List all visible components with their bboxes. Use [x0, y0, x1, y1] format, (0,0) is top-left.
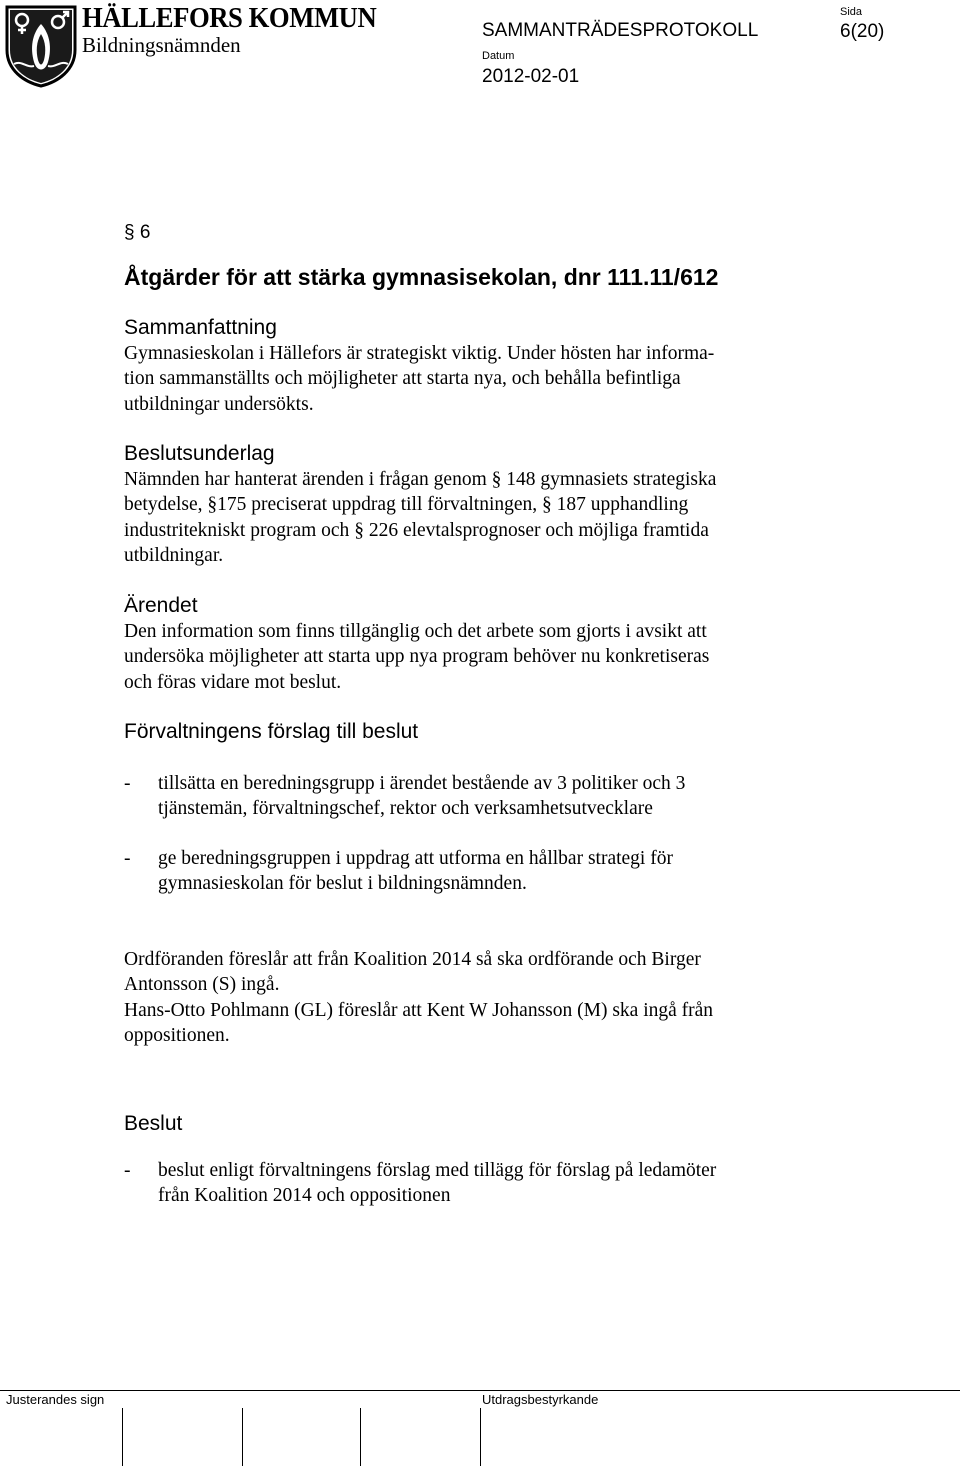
forslag-list-item: - tillsätta en beredningsgrupp i ärendet bestående av 3 politiker och 3 tjänstemän, förvaltningschef, rektor och verksamhetsutvecklare	[124, 773, 686, 820]
signature-box-divider	[122, 1408, 123, 1466]
footer-divider	[0, 1390, 960, 1391]
date-label: Datum	[482, 50, 515, 62]
page-label: Sida	[840, 6, 863, 18]
signature-box-divider	[242, 1408, 243, 1466]
coat-of-arms-logo-icon	[4, 4, 78, 88]
signature-box-divider	[480, 1408, 481, 1466]
date-value: 2012-02-01	[482, 66, 580, 87]
beslut-list-item: - beslut enligt förvaltningens förslag med tillägg för förslag på ledamöter från Koalition 2014 och oppositionen	[124, 1160, 717, 1207]
section-sign-icon: §	[124, 222, 135, 243]
signature-box-divider	[360, 1408, 361, 1466]
beslut-heading: Beslut	[124, 1112, 183, 1135]
sammanfattning-text: Gymnasieskolan i Hällefors är strategiskt viktig. Under hösten har informa- tion sammanställts och möjligheter att starta nya, och behålla befintliga utbildningar undersökts.	[124, 343, 715, 415]
document-type: SAMMANTRÄDESPROTOKOLL	[482, 20, 759, 41]
organization-name: HÄLLEFORS KOMMUN	[82, 2, 377, 34]
yrkanden-text: Ordföranden föreslår att från Koalition 2014 så ska ordförande och Birger Antonsson (S) ingå. Hans-Otto Pohlmann (GL) föreslår att Kent W Johansson (M) ska ingå från oppositionen.	[124, 949, 714, 1046]
committee-name: Bildningsnämnden	[82, 33, 241, 57]
section-sign-icon: §	[354, 519, 364, 541]
beslutsunderlag-text: Nämnden har hanterat ärenden i frågan genom § 148 gymnasiets strategiska betydelse, §175 preciserat uppdrag till förvaltningen, § 187 upphandling industritekniskt program och § 226 elevtalsprognoser och möjliga framtida utbildningar.	[124, 469, 717, 566]
sammanfattning-heading: Sammanfattning	[124, 316, 277, 339]
section-sign-icon: §	[542, 494, 552, 516]
utdragsbestyrkande-label: Utdragsbestyrkande	[482, 1392, 599, 1407]
page-number: 6(20)	[840, 21, 885, 42]
beslutsunderlag-heading: Beslutsunderlag	[124, 442, 275, 465]
section-title: Åtgärder för att stärka gymnasisekolan, dnr 111.11/612	[124, 264, 719, 290]
forslag-list-item: - ge beredningsgruppen i uppdrag att utforma en hållbar strategi för gymnasieskolan för beslut i bildningsnämnden.	[124, 848, 673, 895]
section-sign-icon: §	[207, 494, 218, 516]
forslag-heading: Förvaltningens förslag till beslut	[124, 720, 419, 743]
section-number: § 6	[124, 222, 151, 243]
arendet-text: Den information som finns tillgänglig och det arbete som gjorts i avsikt att undersöka möjligheter att starta upp nya program behöver nu konkretiseras och föras vidare mot beslut.	[124, 621, 710, 693]
justerandes-sign-label: Justerandes sign	[6, 1392, 105, 1407]
section-sign-icon: §	[491, 469, 502, 490]
arendet-heading: Ärendet	[124, 594, 198, 617]
